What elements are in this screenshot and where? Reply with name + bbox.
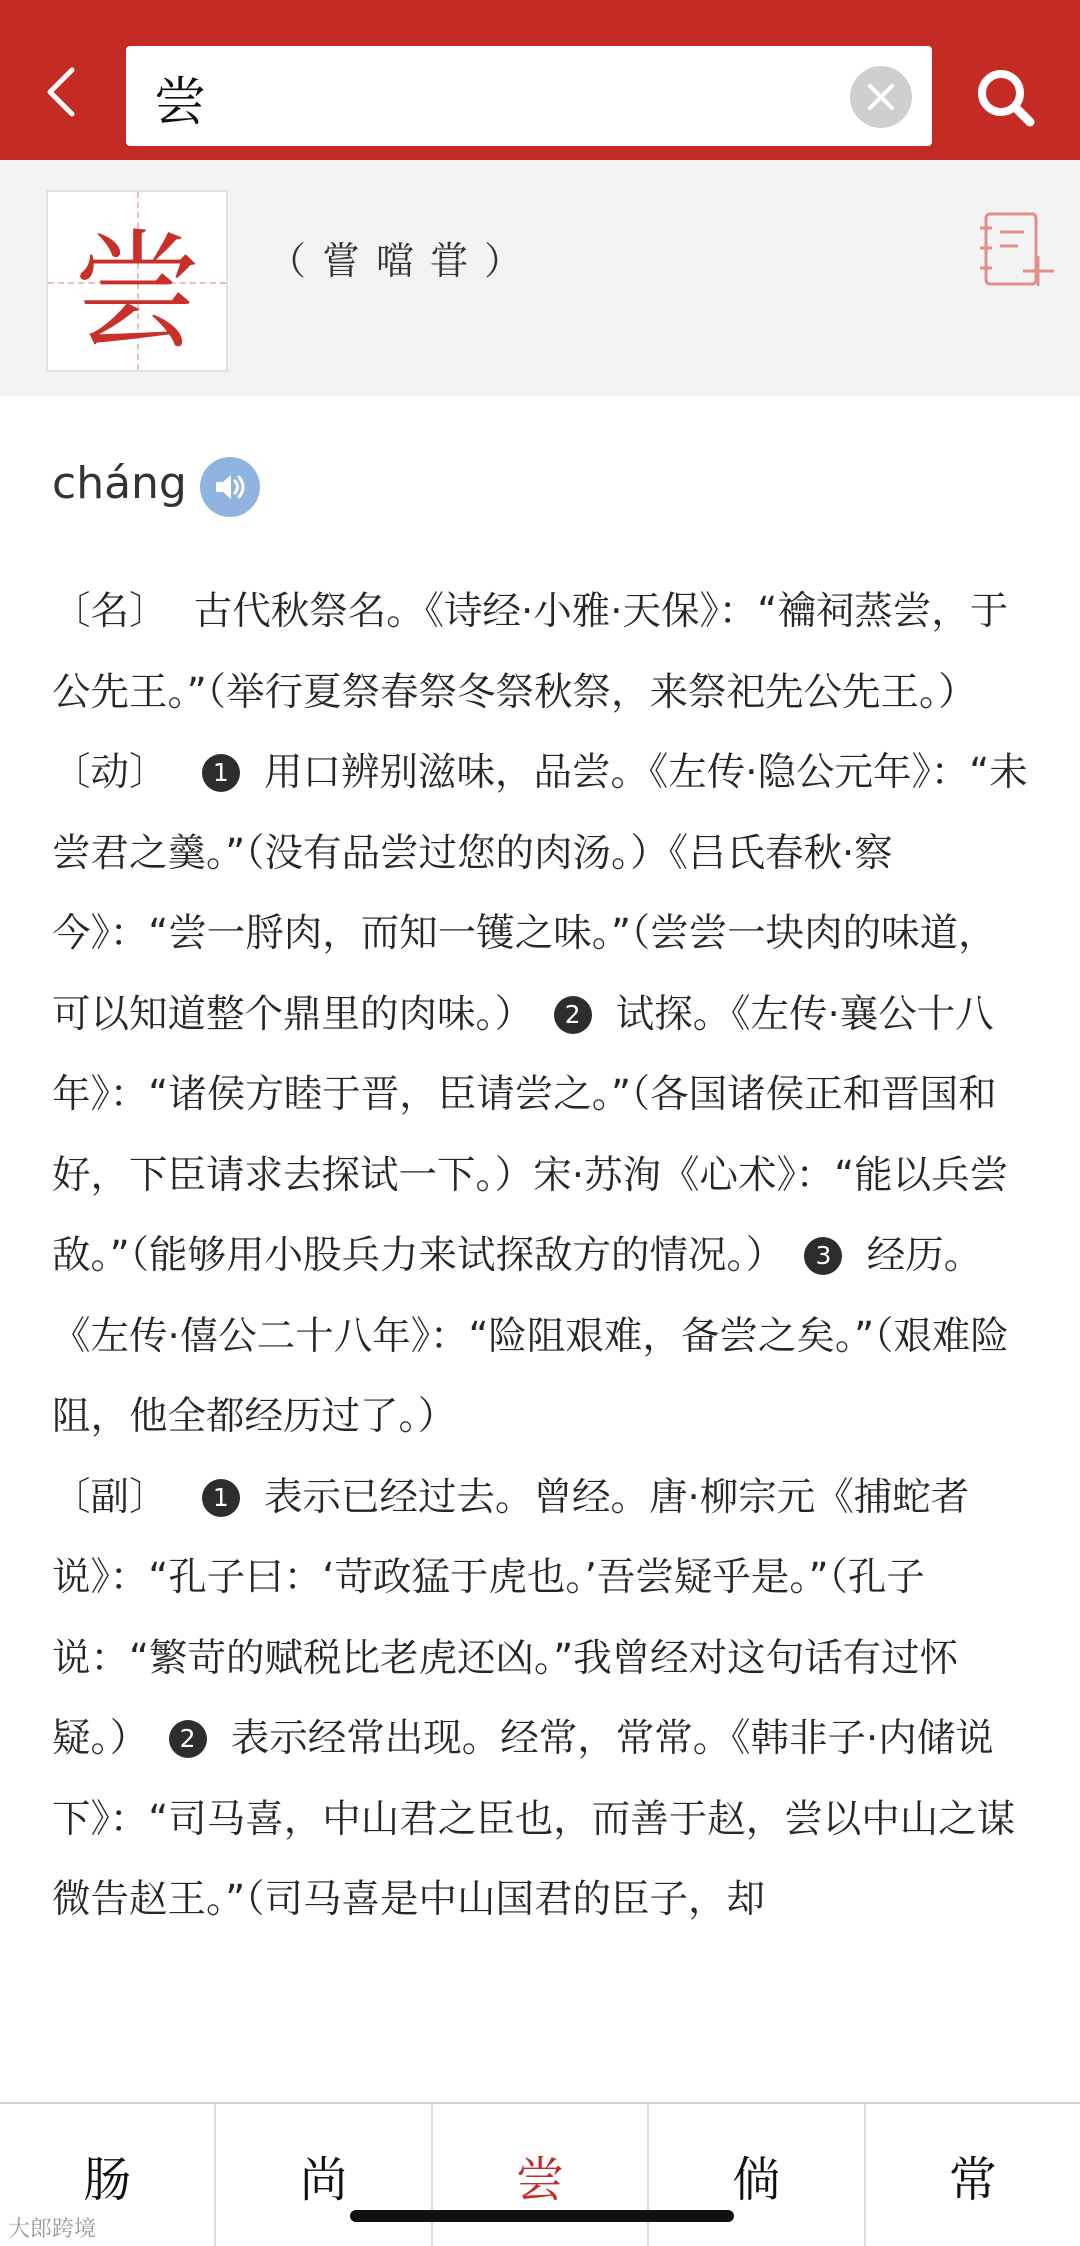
part-of-speech: 〔副〕 (52, 1474, 168, 1520)
sense-number: 3 (804, 1237, 842, 1275)
variant-characters: （嘗噹甞） (268, 239, 539, 283)
pinyin: cháng (52, 458, 187, 509)
add-to-notebook-icon (978, 208, 1058, 292)
top-bar (0, 0, 1080, 160)
chevron-left-icon (42, 64, 82, 120)
sense-number: 1 (202, 1479, 240, 1517)
definition-paragraph (52, 733, 1032, 1458)
definition-text: 表示经常出现。经常，常常。《韩非子·内储说下》：“司马喜，中山君之臣也，而善于赵，尝以中山之谋微告赵王。”（司马喜是中山国君的臣子，却 (52, 1716, 1016, 1922)
close-icon (864, 80, 898, 114)
back-button[interactable] (30, 60, 94, 124)
character-grid-box (46, 190, 228, 372)
nav-char-current[interactable]: 尝 (433, 2104, 649, 2246)
part-of-speech: 〔动〕 (52, 750, 168, 795)
definitions (52, 572, 1032, 1941)
nav-char-next-2[interactable]: 常 (948, 2151, 997, 2208)
definition-text: 表示已经过去。曾经。唐·柳宗元《捕蛇者说》：“孔子曰：‘苛政猛于虎也。’吾尝疑乎是。”（孔子说：“繁苛的赋税比老虎还凶。”我曾经对这句话有过怀疑。） (52, 1474, 970, 1761)
definition-paragraph (52, 1458, 1032, 1941)
speaker-icon (210, 467, 250, 507)
search-icon (974, 66, 1038, 130)
sense-number: 1 (202, 754, 240, 792)
search-input[interactable] (152, 46, 796, 148)
add-to-notebook-button[interactable] (978, 208, 1058, 292)
definition-text: 经历。《左传·僖公二十八年》：“险阻艰难，备尝之矣。”（艰难险阻，他全都经历过了。） (52, 1233, 1009, 1439)
definition-paragraph (52, 572, 1032, 733)
sense-number: 2 (169, 1720, 207, 1758)
bottom-character-nav (0, 2102, 1080, 2246)
nav-char-prev-1[interactable]: 尚 (216, 2104, 432, 2246)
nav-char-next-1[interactable]: 倘 (649, 2104, 865, 2246)
headword-character: 尝 (72, 218, 201, 367)
pronunciation-button[interactable] (200, 457, 260, 517)
watermark: 大郎跨境 (8, 2217, 97, 2242)
part-of-speech: 〔名〕 (52, 589, 168, 634)
definition-text: 试探。《左传·襄公十八年》：“诸侯方睦于晋，臣请尝之。”（各国诸侯正和晋国和好，下臣请求去探试一下。）宋·苏洵《心术》：“能以兵尝敌。”（能够用小股兵力来试探敌方的情况。） (52, 991, 1009, 1278)
character-card (0, 160, 1080, 396)
home-indicator[interactable] (350, 2210, 734, 2222)
definition-text: 古代秋祭名。《诗经·小雅·天保》：“禴祠蒸尝，于公先王。”（举行夏祭春祭冬祭秋祭，来祭祀先公先王。） (52, 589, 1009, 715)
definition-text: 用口辨别滋味，品尝。《左传·隐公元年》：“未尝君之羹。”（没有品尝过您的肉汤。）《吕氏春秋·察今》：“尝一脟肉，而知一镬之味。”（尝尝一块肉的味道，可以知道整个鼎里的肉味。） (52, 750, 1028, 1037)
search-box (126, 46, 932, 146)
nav-char-prev-2[interactable]: 肠 (0, 2104, 216, 2246)
sense-number: 2 (554, 996, 592, 1034)
clear-search-button[interactable] (850, 66, 912, 128)
search-button[interactable] (970, 62, 1042, 134)
